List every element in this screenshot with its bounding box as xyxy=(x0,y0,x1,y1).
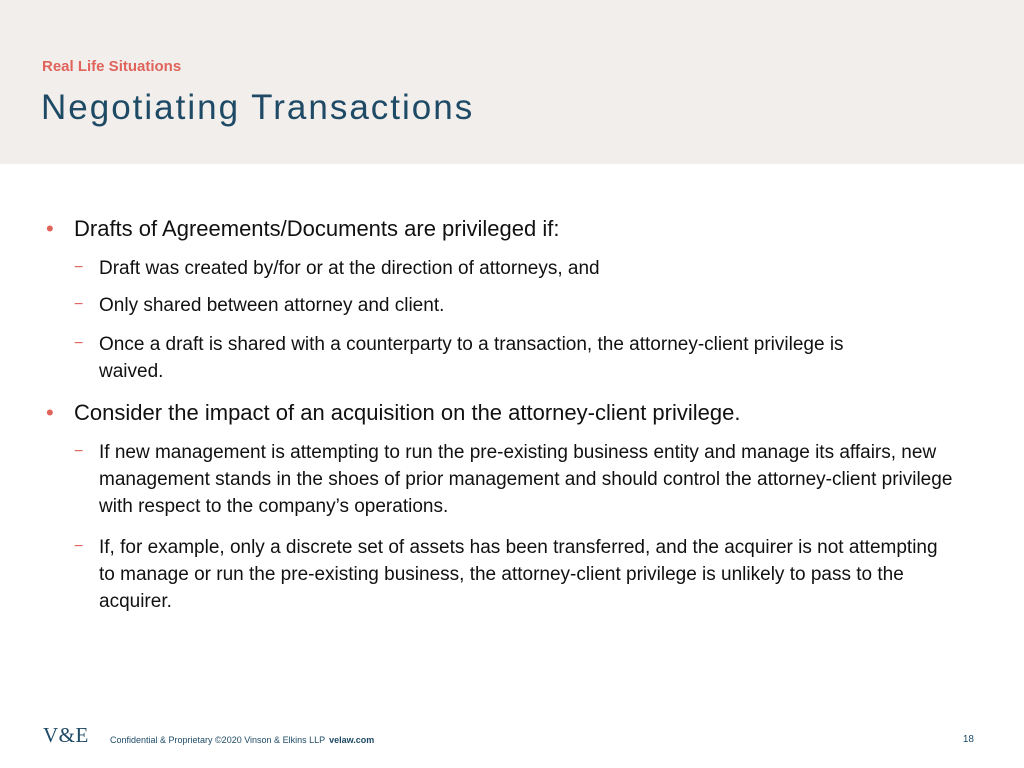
footer-confidential xyxy=(110,735,374,745)
bullet-text: Drafts of Agreements/Documents are privileged if: xyxy=(74,216,560,241)
sub-bullet-marker: − xyxy=(74,259,84,276)
bullet-text: Consider the impact of an acquisition on the attorney-client privilege. xyxy=(74,400,741,425)
sub-bullet-text: If new management is attempting to run the pre-existing business entity and manage its affairs, new management stands in the shoes of prior management and should control the attorney-client privilege with respect to the company’s operations. xyxy=(99,442,953,517)
page-number: 18 xyxy=(962,734,974,745)
bullet-marker: • xyxy=(46,400,54,425)
website-link[interactable]: velaw.com xyxy=(329,735,375,745)
sub-bullet-text: If, for example, only a discrete set of assets has been transferred, and the acquirer is not attempting to manage or run the pre-existing business, the attorney-client privilege is unlikely to pass to the acquirer. xyxy=(99,537,938,612)
sub-bullet-marker: − xyxy=(74,335,84,352)
bullet-marker: • xyxy=(46,216,54,241)
sub-bullet-marker: − xyxy=(74,538,84,555)
section-label: Real Life Situations xyxy=(42,58,182,75)
sub-bullet-marker: − xyxy=(74,443,84,460)
sub-bullet-text: Only shared between attorney and client. xyxy=(99,295,445,316)
slide-title: Negotiating Transactions xyxy=(41,88,475,127)
confidential-text: Confidential & Proprietary ©2020 Vinson & Elkins LLP xyxy=(110,735,326,745)
sub-bullet-text: Once a draft is shared with a counterparty to a transaction, the attorney-client privilege is waived. xyxy=(99,334,844,382)
company-logo: V&E xyxy=(43,723,89,747)
header-band xyxy=(0,0,1024,164)
sub-bullet-marker: − xyxy=(74,296,84,313)
sub-bullet-text: Draft was created by/for or at the direction of attorneys, and xyxy=(99,258,600,279)
